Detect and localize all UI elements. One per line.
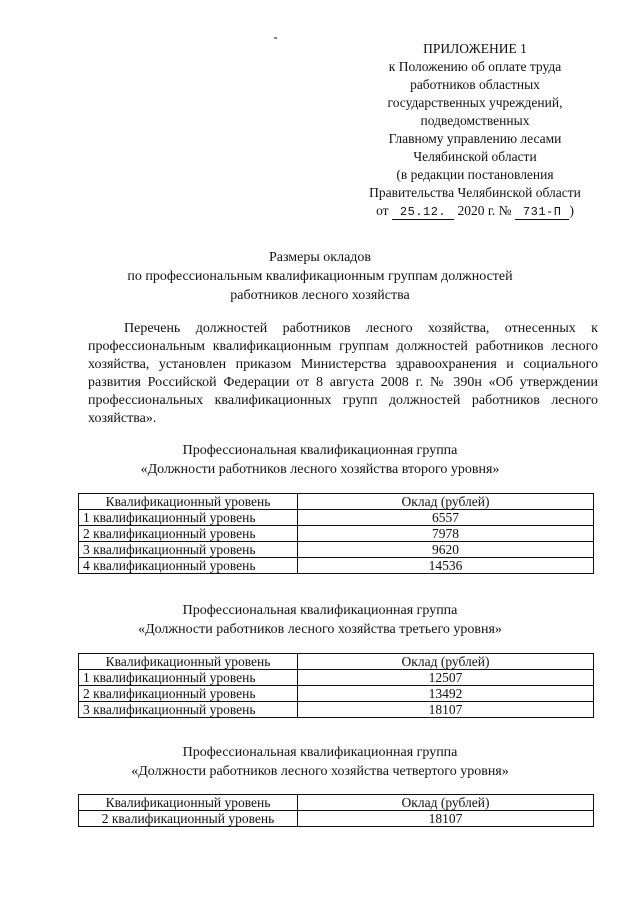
resolution-date-line bbox=[352, 202, 598, 221]
salary-cell: 9620 bbox=[298, 542, 594, 558]
group-title bbox=[0, 743, 640, 781]
salary-table bbox=[78, 653, 594, 718]
salary-table bbox=[78, 493, 594, 574]
salary-table bbox=[78, 794, 594, 827]
table-row bbox=[79, 542, 594, 558]
year-label: 2020 г. № bbox=[457, 203, 512, 218]
group-title-line: Профессиональная квалификационная группа bbox=[182, 603, 458, 618]
title-line: Размеры окладов bbox=[268, 250, 372, 265]
appendix-block bbox=[352, 40, 598, 221]
appendix-line: Челябинской области bbox=[413, 149, 537, 164]
table-header-row bbox=[79, 795, 594, 811]
intro-paragraph: Перечень должностей работников лесного хозяйства, отнесенных к профессиональным квалификационным группам должностей работников лесного хозяйства, установлен приказом Министерства здравоохранения и социального развития Российской Федерации от 8 августа 2008 г. № 390н «Об утверждении профессиональных квалификационных групп должностей работников лесного хозяйства». bbox=[88, 321, 598, 426]
table-row bbox=[79, 702, 594, 718]
salary-cell: 13492 bbox=[298, 686, 594, 702]
appendix-line: к Положению об оплате труда bbox=[388, 59, 562, 74]
appendix-line: Главному управлению лесами bbox=[388, 131, 562, 146]
document-title bbox=[0, 248, 640, 305]
level-cell: 1 квалификационный уровень bbox=[79, 670, 298, 686]
appendix-line: подведомственных bbox=[420, 113, 530, 128]
table-row bbox=[79, 686, 594, 702]
appendix-line: Правительства Челябинской области bbox=[369, 185, 581, 200]
level-cell: 2 квалификационный уровень bbox=[79, 526, 298, 542]
header-salary: Оклад (рублей) bbox=[298, 795, 594, 811]
from-label: от bbox=[376, 203, 389, 218]
level-cell: 2 квалификационный уровень bbox=[79, 686, 298, 702]
group-title-line: Профессиональная квалификационная группа bbox=[182, 745, 458, 760]
level-cell: 3 квалификационный уровень bbox=[79, 702, 298, 718]
salary-cell: 6557 bbox=[298, 510, 594, 526]
header-level: Квалификационный уровень bbox=[79, 494, 298, 510]
salary-cell: 18107 bbox=[298, 811, 594, 827]
table-row bbox=[79, 510, 594, 526]
group-title-line: Профессиональная квалификационная группа bbox=[182, 443, 458, 458]
salary-cell: 7978 bbox=[298, 526, 594, 542]
header-salary: Оклад (рублей) bbox=[298, 494, 594, 510]
resolution-date: 25.12. bbox=[392, 205, 454, 220]
table-row bbox=[79, 811, 594, 827]
salary-cell: 18107 bbox=[298, 702, 594, 718]
appendix-line: (в редакции постановления bbox=[396, 167, 554, 182]
title-line: работников лесного хозяйства bbox=[230, 288, 410, 303]
table-row bbox=[79, 558, 594, 574]
table-row bbox=[79, 670, 594, 686]
group-title bbox=[0, 601, 640, 639]
header-level: Квалификационный уровень bbox=[79, 795, 298, 811]
level-cell: 4 квалификационный уровень bbox=[79, 558, 298, 574]
close-paren: ) bbox=[569, 203, 574, 218]
header-level: Квалификационный уровень bbox=[79, 654, 298, 670]
table-row bbox=[79, 526, 594, 542]
header-salary: Оклад (рублей) bbox=[298, 654, 594, 670]
group-title bbox=[0, 441, 640, 479]
table-header-row bbox=[79, 494, 594, 510]
appendix-title: ПРИЛОЖЕНИЕ 1 bbox=[423, 41, 527, 56]
table-header-row bbox=[79, 654, 594, 670]
salary-cell: 14536 bbox=[298, 558, 594, 574]
resolution-number: 731-П bbox=[515, 205, 570, 220]
title-line: по профессиональным квалификационным группам должностей bbox=[127, 269, 513, 284]
level-cell: 3 квалификационный уровень bbox=[79, 542, 298, 558]
level-cell: 2 квалификационный уровень bbox=[79, 811, 298, 827]
group-subtitle: «Должности работников лесного хозяйства четвертого уровня» bbox=[131, 764, 509, 779]
salary-cell: 12507 bbox=[298, 670, 594, 686]
scan-speck bbox=[274, 37, 277, 39]
group-subtitle: «Должности работников лесного хозяйства третьего уровня» bbox=[138, 622, 502, 637]
level-cell: 1 квалификационный уровень bbox=[79, 510, 298, 526]
group-subtitle: «Должности работников лесного хозяйства второго уровня» bbox=[140, 462, 500, 477]
appendix-line: государственных учреждений, bbox=[387, 95, 563, 110]
appendix-line: работников областных bbox=[410, 77, 540, 92]
